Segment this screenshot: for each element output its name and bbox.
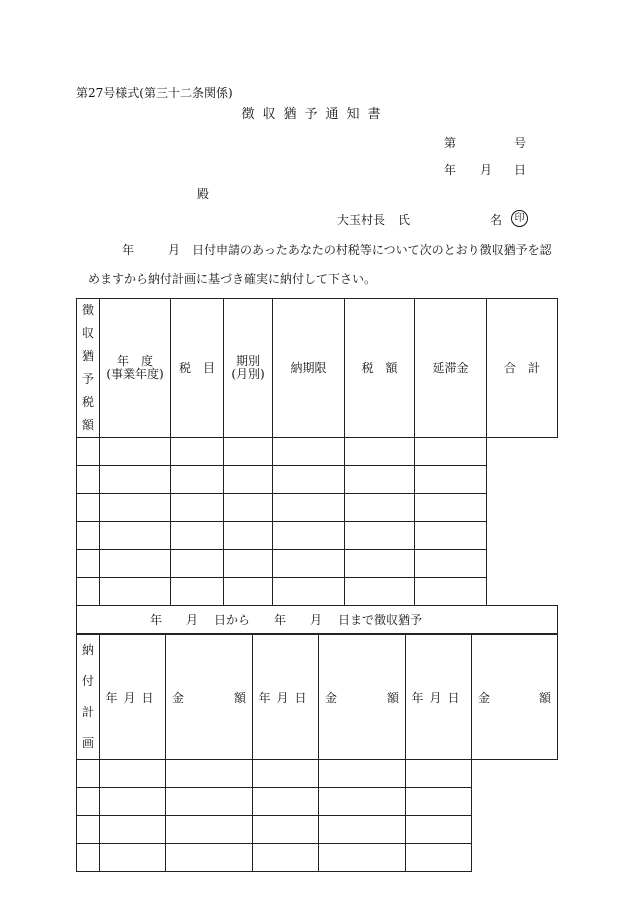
plan-cell[interactable] [77,844,100,872]
table-row [77,816,558,844]
header-kibetsu: 期別 (月別) [224,299,273,438]
body-line1-text: 日付申請のあったあなたの村税等について次のとおり徴収猶予を認 [192,243,552,257]
deferral-period-row: 年 月 日から 年 月 日まで徴収猶予 [77,606,558,634]
header-zeimoku: 税 目 [171,299,224,438]
table-row [77,844,558,872]
table-row [77,494,558,522]
plan-cell[interactable] [319,788,406,816]
side-label-char: 猶 [81,349,94,363]
form-number: 第27号様式(第三十二条関係) [76,86,233,100]
tax-side-label [77,299,100,438]
side-label-char: 付 [81,674,94,688]
tax-cell[interactable] [171,438,224,466]
plan-cell[interactable] [77,760,100,788]
seal-mark: 印 [511,210,528,227]
notice-number-suffix: 号 [514,136,527,150]
side-label-char: 額 [81,418,94,432]
tax-cell[interactable] [273,550,345,578]
side-label-char: 税 [81,395,94,409]
plan-cell[interactable] [166,816,253,844]
plan-cell[interactable] [319,816,406,844]
side-label-char: 徴 [81,303,94,317]
side-label-char: 画 [81,736,94,750]
tax-cell[interactable] [273,494,345,522]
plan-cell[interactable] [406,760,472,788]
plan-cell[interactable] [406,816,472,844]
tax-cell[interactable] [415,550,487,578]
tax-cell[interactable] [171,550,224,578]
tax-cell[interactable] [345,578,415,606]
tax-cell[interactable] [171,494,224,522]
tax-cell[interactable] [100,522,171,550]
tax-cell[interactable] [77,522,100,550]
tax-cell[interactable] [345,466,415,494]
tax-cell[interactable] [224,466,273,494]
tax-cell[interactable] [77,550,100,578]
issuer-title: 大玉村長 [337,213,386,227]
side-label-char: 予 [81,372,94,386]
plan-cell[interactable] [406,788,472,816]
date-month-label: 月 [480,163,493,177]
tax-cell[interactable] [100,438,171,466]
date-day-label: 日 [514,163,527,177]
plan-header-date-3: 年月日 [406,635,472,760]
tax-cell[interactable] [224,494,273,522]
tax-cell[interactable] [415,522,487,550]
tax-cell[interactable] [77,578,100,606]
plan-cell[interactable] [77,816,100,844]
plan-side-label [77,635,100,760]
plan-cell[interactable] [253,760,319,788]
tax-cell[interactable] [273,466,345,494]
plan-cell[interactable] [166,788,253,816]
body-text-line2: めますから納付計画に基づき確実に納付して下さい。 [88,272,377,286]
tax-cell[interactable] [345,494,415,522]
side-label-char: 収 [81,326,94,340]
plan-header-amount-3: 金 額 [472,635,558,760]
body-year-label: 年 [122,243,135,257]
tax-cell[interactable] [77,494,100,522]
body-month-label: 月 [168,243,181,257]
tax-cell[interactable] [100,550,171,578]
header-nokigen: 納期限 [273,299,345,438]
header-gokei: 合 計 [487,299,558,438]
tax-cell[interactable] [100,466,171,494]
tax-cell[interactable] [345,522,415,550]
plan-cell[interactable] [77,788,100,816]
plan-cell[interactable] [100,816,166,844]
plan-cell[interactable] [100,844,166,872]
issuer-mei: 名 [490,213,503,227]
plan-header-date-1: 年月日 [100,635,166,760]
header-zeigaku: 税 額 [345,299,415,438]
table-row [77,578,558,606]
plan-cell[interactable] [319,844,406,872]
plan-cell[interactable] [253,844,319,872]
plan-cell[interactable] [100,760,166,788]
side-label-char: 納 [81,643,94,657]
tax-cell[interactable] [345,550,415,578]
tax-cell[interactable] [415,438,487,466]
tax-cell[interactable] [77,438,100,466]
tax-cell[interactable] [100,494,171,522]
tax-cell[interactable] [77,466,100,494]
plan-header-amount-1: 金 額 [166,635,253,760]
tax-cell[interactable] [224,578,273,606]
tax-cell[interactable] [171,578,224,606]
tax-cell[interactable] [224,522,273,550]
plan-cell[interactable] [100,788,166,816]
document-title: 徴収猶予通知書 [241,107,389,122]
date-year-label: 年 [444,163,457,177]
plan-cell[interactable] [253,816,319,844]
table-row [77,788,558,816]
tax-cell[interactable] [171,522,224,550]
plan-header-amount-2: 金 額 [319,635,406,760]
tax-cell[interactable] [415,578,487,606]
table-row [77,760,558,788]
tax-cell[interactable] [273,522,345,550]
side-label-char: 計 [81,705,94,719]
tax-deferral-table [76,298,557,872]
plan-cell[interactable] [319,760,406,788]
table-row [77,438,558,466]
body-text-line1 [122,243,552,257]
notice-number-label: 第 [444,136,457,150]
plan-header-date-2: 年月日 [253,635,319,760]
tax-cell[interactable] [224,438,273,466]
header-entaikin: 延滞金 [415,299,487,438]
table-row [77,550,558,578]
tax-cell[interactable] [345,438,415,466]
plan-cell[interactable] [253,788,319,816]
header-nendo: 年 度 (事業年度) [100,299,171,438]
table-row [77,522,558,550]
tax-cell[interactable] [224,550,273,578]
plan-cell[interactable] [166,760,253,788]
plan-cell[interactable] [166,844,253,872]
tax-cell[interactable] [415,494,487,522]
tax-cell[interactable] [273,578,345,606]
addressee-suffix: 殿 [197,187,210,201]
tax-cell[interactable] [415,466,487,494]
table-row [77,466,558,494]
tax-cell[interactable] [273,438,345,466]
tax-cell[interactable] [100,578,171,606]
plan-cell[interactable] [406,844,472,872]
tax-cell[interactable] [171,466,224,494]
issuer-shi: 氏 [398,213,411,227]
